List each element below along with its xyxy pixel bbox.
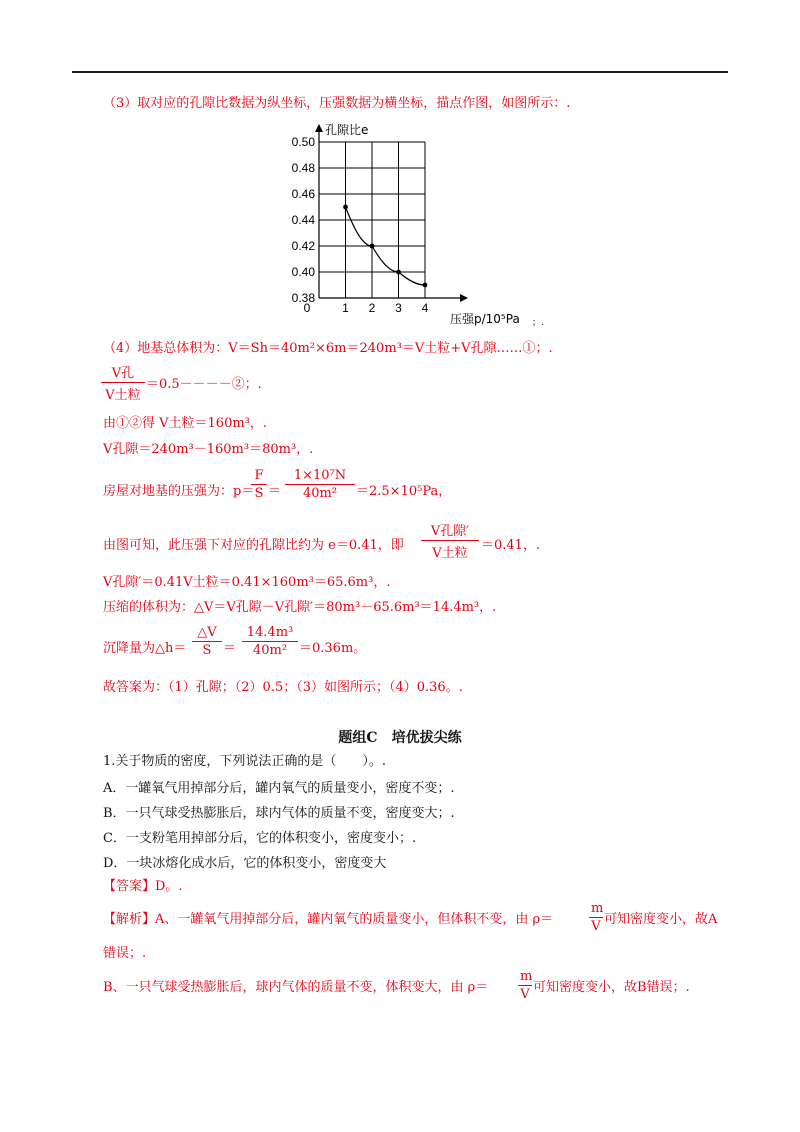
mass-numerator-a: m — [591, 901, 604, 916]
pore-ratio-fraction — [101, 362, 145, 403]
pressure-result: ＝2.5×10⁵Pa， — [356, 484, 452, 499]
analysis-a-part2: 可知密度变小，故A — [604, 912, 718, 927]
y-tick-label: 0.38 — [291, 291, 315, 305]
x-axis-label: 压强p/10⁵Pa — [450, 312, 520, 326]
reduced-pore-denominator: V土粒 — [432, 546, 468, 561]
pressure-equals: ＝ — [268, 484, 282, 499]
y-tick-label: 0.44 — [291, 213, 315, 227]
x-tick-label: 3 — [395, 301, 402, 315]
density-fraction-a — [589, 901, 603, 934]
density-fraction-b — [518, 969, 532, 1002]
void-ratio-chart — [280, 118, 544, 328]
volume-area-fraction — [192, 625, 222, 658]
analysis-b-part1: B、一只气球受热膨胀后，球内气体的质量不变，体积变大，由 ρ＝ — [103, 980, 489, 995]
data-point — [370, 244, 375, 249]
option-d: D．一块冰熔化成水后，它的体积变小，密度变大 — [103, 856, 387, 871]
y-tick-label: 0.46 — [291, 187, 315, 201]
reduced-pore-numerator: V孔隙′ — [421, 520, 479, 541]
area-denominator: S — [254, 486, 264, 501]
pore-ratio-numerator: V孔 — [101, 362, 145, 383]
delta-volume-numerator: △V — [192, 625, 222, 642]
volume-denominator-a: V — [591, 919, 601, 934]
header-rule — [72, 71, 728, 73]
y-tick-label: 0.50 — [291, 135, 315, 149]
y-tick-label: 0.48 — [291, 161, 315, 175]
analysis-a-part3: 错误；. — [103, 946, 147, 961]
section-title: 题组C 培优拔尖练 — [338, 730, 462, 746]
y-tick-label: 0.40 — [291, 265, 315, 279]
pressure-value-numerator: 1×10⁷N — [285, 468, 355, 485]
x-axis-arrow — [460, 294, 468, 302]
x-tick-label: 2 — [368, 301, 376, 315]
settlement-result: ＝0.36m。 — [299, 641, 367, 656]
y-tick-label: 0.42 — [291, 239, 315, 253]
option-c: C．一支粉笔用掉部分后，它的体积变小，密度变小；. — [103, 831, 417, 846]
x-tick-label: 1 — [342, 301, 349, 315]
y-axis-label: 孔隙比e — [325, 123, 369, 137]
reduced-pore-ratio-fraction — [421, 520, 479, 561]
compressed-volume-line: 压缩的体积为：△V＝V孔隙－V孔隙′＝80m³－65.6m³＝14.4m³，. — [103, 600, 497, 615]
pressure-lead: 房屋对地基的压强为：p＝ — [103, 484, 255, 499]
step3-text: （3）取对应的孔隙比数据为纵坐标，压强数据为横坐标，描点作图，如图所示：. — [103, 96, 571, 111]
final-answer: 故答案为：（1）孔隙；（2）0.5；（3）如图所示；（4）0.36。. — [103, 680, 463, 695]
ratio-result: ＝0.41，. — [481, 538, 541, 553]
force-numerator: F — [251, 468, 267, 485]
eq2-rhs: ＝0.5－－－－②；. — [146, 377, 262, 392]
reduced-pore-volume-line: V孔隙′＝0.41V土粒＝0.41×160m³＝65.6m³，. — [103, 575, 391, 590]
pore-ratio-denominator: V土粒 — [105, 388, 141, 403]
y-axis-arrow — [315, 124, 323, 132]
data-point — [423, 283, 428, 288]
pressure-value-fraction — [285, 468, 355, 501]
x-tick-label: 4 — [421, 301, 429, 315]
mass-numerator-b: m — [520, 969, 533, 984]
force-area-fraction — [251, 468, 267, 501]
data-point — [396, 270, 401, 275]
settlement-equals: ＝ — [223, 641, 237, 656]
step4-intro: （4）地基总体积为：V＝Sh＝40m²×6m＝240m³＝V土粒+V孔隙……①；. — [103, 341, 553, 356]
option-a: A．一罐氧气用掉部分后，罐内氧气的质量变小，密度不变；. — [103, 781, 455, 796]
pressure-value-denominator: 40m² — [302, 486, 338, 501]
soil-volume-line: 由①②得 V土粒＝160m³，. — [103, 416, 268, 431]
pore-volume-line: V孔隙＝240m³－160m³＝80m³，. — [103, 442, 314, 457]
x-origin-label: 0 — [303, 301, 311, 315]
analysis-b-part2: 可知密度变小，故B错误；. — [533, 980, 690, 995]
settlement-value-denominator: 40m² — [252, 643, 288, 658]
data-point — [343, 205, 348, 210]
answer-line: 【答案】D。. — [103, 879, 183, 894]
analysis-a-part1: 【解析】A、一罐氧气用掉部分后，罐内氧气的质量变小，但体积不变，由 ρ＝ — [103, 912, 554, 927]
settlement-lead: 沉降量为△h＝ — [103, 641, 187, 656]
ratio-lead: 由图可知，此压强下对应的孔隙比约为 e＝0.41，即 — [103, 538, 404, 553]
option-b: B．一只气球受热膨胀后，球内气体的质量不变，密度变大；. — [103, 806, 455, 821]
volume-denominator-b: V — [520, 987, 530, 1002]
question-stem: 1.关于物质的密度，下列说法正确的是（ ）。. — [103, 754, 387, 769]
chart-suffix: ；. — [532, 318, 544, 328]
settle-area-denominator: S — [202, 643, 212, 658]
settlement-value-numerator: 14.4m³ — [242, 625, 298, 642]
settlement-value-fraction — [242, 625, 298, 658]
